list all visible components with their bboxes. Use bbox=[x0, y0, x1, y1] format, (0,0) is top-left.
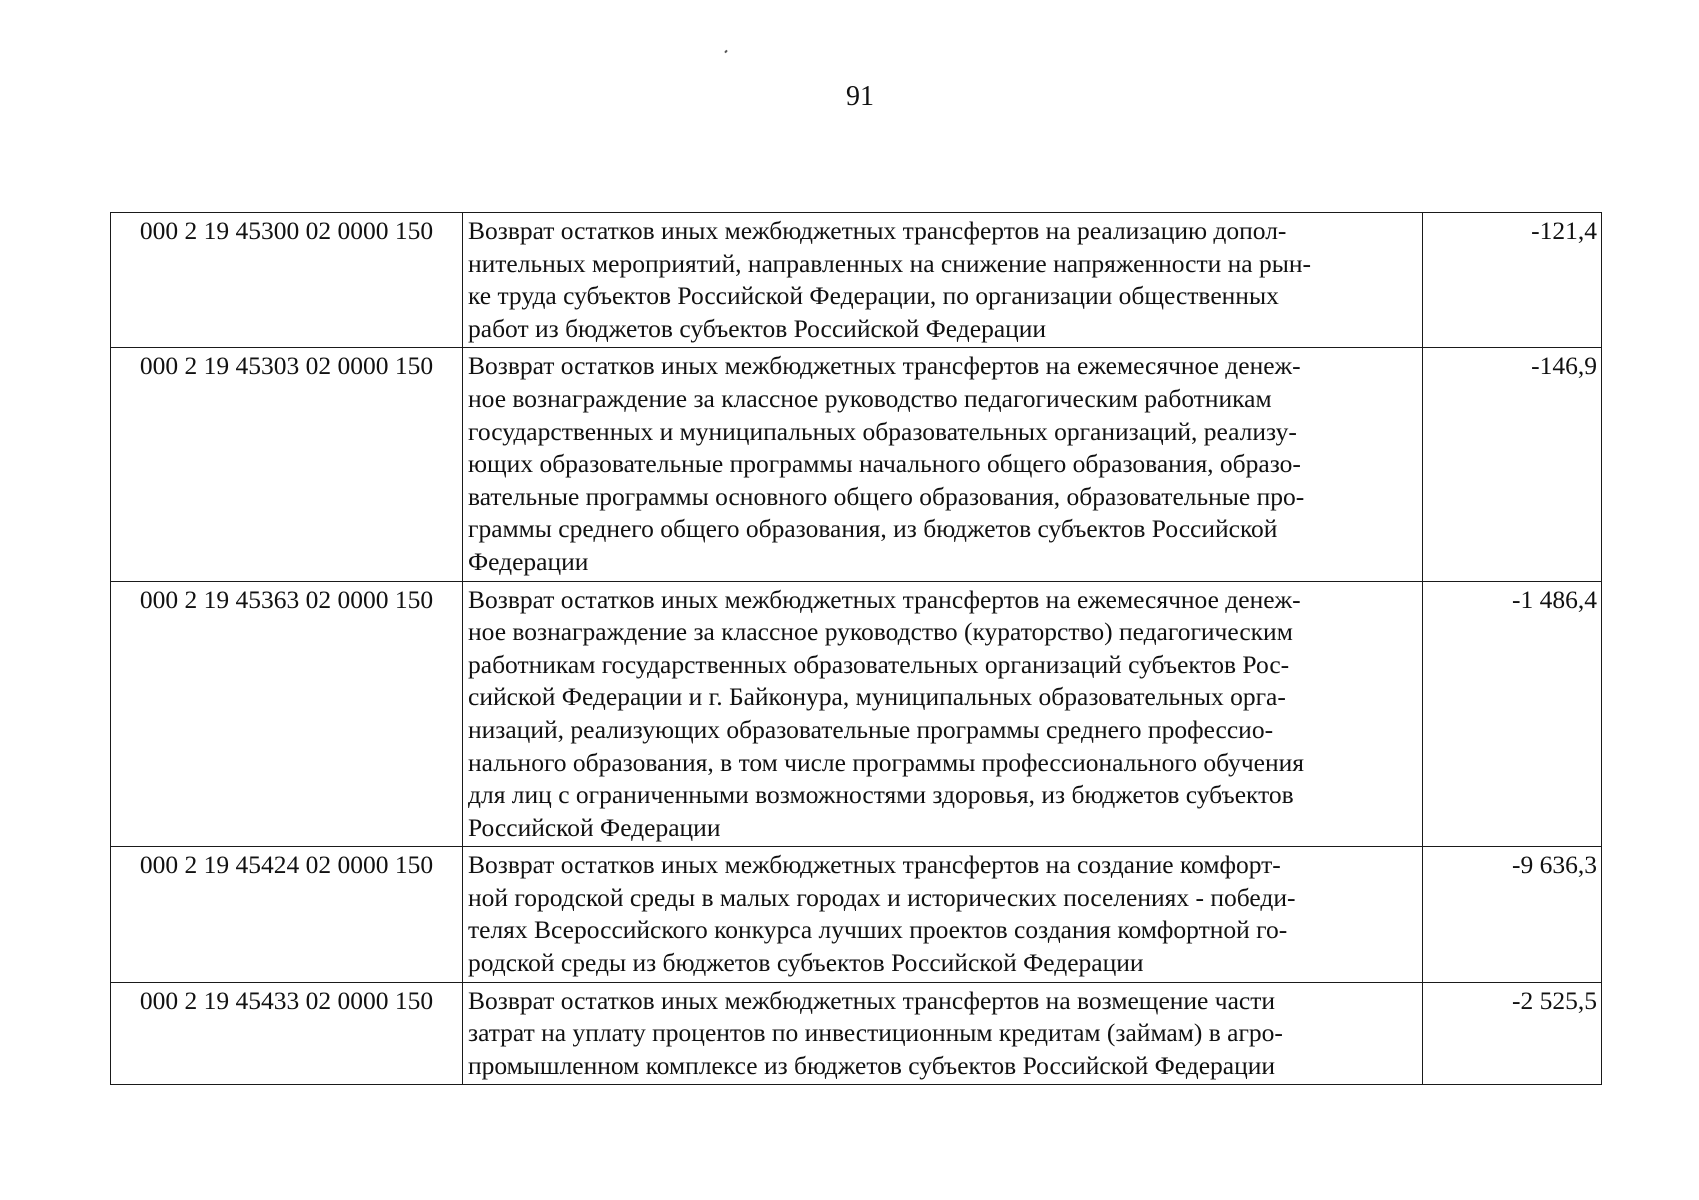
description-line: нительных мероприятий, направленных на снижение напряженности на рын- bbox=[468, 248, 1311, 278]
description-line: Российской Федерации bbox=[468, 812, 721, 842]
amount: -146,9 bbox=[1423, 348, 1602, 581]
table-row bbox=[111, 581, 1602, 847]
description-line: ное вознаграждение за классное руководство педагогическим работникам bbox=[468, 383, 1272, 413]
description bbox=[463, 213, 1423, 348]
table-body bbox=[111, 213, 1602, 1085]
description-line: низаций, реализующих образовательные программы среднего профессио- bbox=[468, 714, 1274, 744]
description-line: затрат на уплату процентов по инвестиционным кредитам (займам) в агро- bbox=[468, 1018, 1283, 1048]
description-line: Возврат остатков иных межбюджетных трансфертов на реализацию допол- bbox=[468, 216, 1287, 245]
description-line: родской среды из бюджетов субъектов Российской Федерации bbox=[468, 948, 1144, 978]
description-line: работ из бюджетов субъектов Российской Федерации bbox=[468, 313, 1047, 343]
description-line: Возврат остатков иных межбюджетных трансфертов на возмещение части bbox=[468, 985, 1275, 1015]
description-line: работникам государственных образовательных организаций субъектов Рос- bbox=[468, 649, 1290, 679]
table-row bbox=[111, 213, 1602, 348]
description-line: ное вознаграждение за классное руководство (кураторство) педагогическим bbox=[468, 617, 1293, 647]
page-number: 91 bbox=[846, 81, 874, 112]
description-line: Возврат остатков иных межбюджетных трансфертов на ежемесячное денеж- bbox=[468, 351, 1301, 381]
table-row bbox=[111, 348, 1602, 581]
description-line: нального образования, в том числе программы профессионального обучения bbox=[468, 747, 1305, 777]
amount: -1 486,4 bbox=[1423, 581, 1602, 847]
amount: -2 525,5 bbox=[1423, 982, 1602, 1085]
description-line: ющих образовательные программы начального общего образования, образо- bbox=[468, 449, 1301, 479]
scan-mark bbox=[724, 50, 727, 54]
description-line: ке труда субъектов Российской Федерации, по организации общественных bbox=[468, 281, 1279, 311]
budget-code: 000 2 19 45300 02 0000 150 bbox=[111, 213, 463, 348]
description-line: ной городской среды в малых городах и исторических поселениях - победи- bbox=[468, 882, 1296, 912]
description-line: промышленном комплексе из бюджетов субъектов Российской Федерации bbox=[468, 1050, 1276, 1080]
description bbox=[463, 348, 1423, 581]
description-line: телях Всероссийского конкурса лучших проектов создания комфортной го- bbox=[468, 915, 1288, 945]
description-line: сийской Федерации и г. Байконура, муниципальных образовательных орга- bbox=[468, 682, 1286, 712]
budget-code: 000 2 19 45363 02 0000 150 bbox=[111, 581, 463, 847]
amount: -9 636,3 bbox=[1423, 847, 1602, 982]
description-line: Возврат остатков иных межбюджетных трансфертов на ежемесячное денеж- bbox=[468, 584, 1301, 614]
budget-code: 000 2 19 45424 02 0000 150 bbox=[111, 847, 463, 982]
description-line: Федерации bbox=[468, 546, 589, 576]
description-line: для лиц с ограниченными возможностями здоровья, из бюджетов субъектов bbox=[468, 780, 1294, 810]
description-line: граммы среднего общего образования, из бюджетов субъектов Российской bbox=[468, 514, 1278, 544]
description bbox=[463, 847, 1423, 982]
table-row bbox=[111, 982, 1602, 1085]
description bbox=[463, 982, 1423, 1085]
budget-table bbox=[110, 212, 1602, 1085]
budget-code: 000 2 19 45303 02 0000 150 bbox=[111, 348, 463, 581]
budget-code: 000 2 19 45433 02 0000 150 bbox=[111, 982, 463, 1085]
description-line: Возврат остатков иных межбюджетных трансфертов на создание комфорт- bbox=[468, 850, 1281, 880]
description bbox=[463, 581, 1423, 847]
description-line: вательные программы основного общего образования, образовательные про- bbox=[468, 481, 1305, 511]
description-line: государственных и муниципальных образовательных организаций, реализу- bbox=[468, 416, 1297, 446]
table-row bbox=[111, 847, 1602, 982]
amount: -121,4 bbox=[1423, 213, 1602, 348]
